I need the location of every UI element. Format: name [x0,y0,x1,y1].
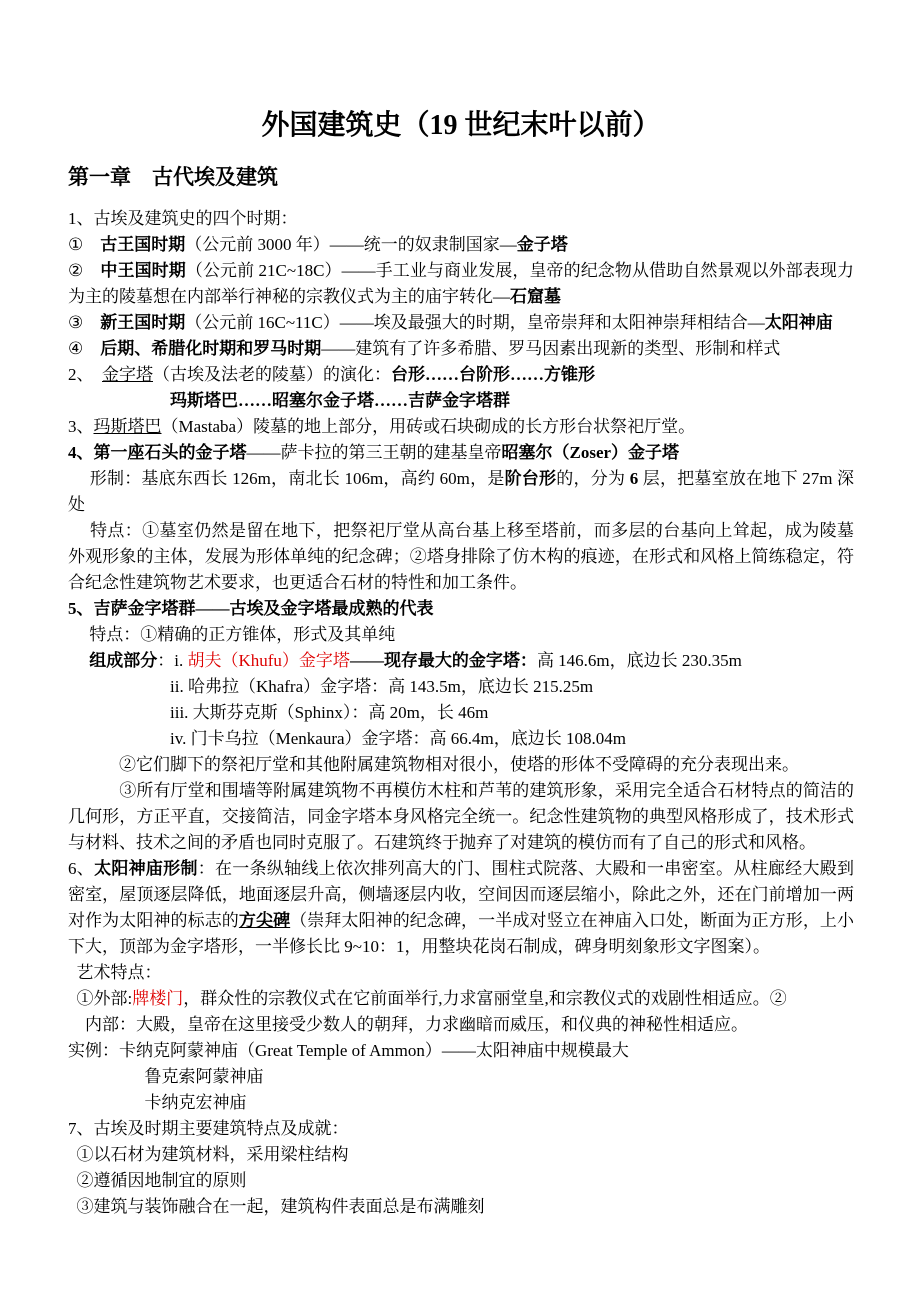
text-run: 石窟墓 [510,286,561,306]
text-run: 6 [629,468,639,488]
text-run: 古王国时期 [100,234,186,254]
text-run: 3、 [68,416,94,436]
text-run: 特点：①墓室仍然是留在地下，把祭祀厅堂从高台基上移至塔前，而多层的台基向上耸起，成为陵墓外观形象的主体，发展为形体单纯的纪念碑；②塔身排除了仿木构的痕迹，在形式和风格上简练稳定，符合纪念性建筑物艺术要求，也更适合石材的特性和加工条件。 [68,520,854,592]
text-run: 鲁克索阿蒙神庙 [68,1066,264,1086]
text-run: ①外部: [68,988,133,1008]
text-run: （崇拜太阳神的纪念碑，一半成对竖立在神庙入口处，断面为正方形，上小下大，顶部为金字塔形，一半修长比 9~10：1，用整块花岗石制成，碑身明刻象形文字图案）。 [68,910,855,956]
paragraph [68,336,854,362]
text-run: 太阳神庙 [764,312,833,332]
document-body [68,206,854,1220]
paragraph [68,622,854,648]
text-run: 7、古埃及时期主要建筑特点及成就： [68,1118,349,1138]
text-run: 6、 [68,858,95,878]
text-run: 金字塔 [102,364,153,384]
text-run [68,651,89,670]
paragraph [68,674,854,700]
paragraph [68,1116,854,1142]
text-run: ②遵循因地制宜的原则 [68,1170,247,1190]
text-run: （Mastaba）陵墓的地上部分，用砖或石块砌成的长方形台状祭祀厅堂。 [161,416,696,436]
paragraph [68,856,854,960]
text-run: 新王国时期 [100,312,186,332]
text-run: 台形……台阶形……方锥形 [391,364,595,384]
paragraph [68,700,854,726]
paragraph [68,960,854,986]
paragraph [68,310,854,336]
chapter-heading: 第一章 古代埃及建筑 [68,165,278,190]
text-run: 后期、希腊化时期和罗马时期 [100,338,322,358]
text-run: （公元前 21C~18C）——手工业与商业发展，皇帝的纪念物从借助自然景观以外部表现力为主的陵墓想在内部举行神秘的宗教仪式为主的庙宇转化— [68,260,855,306]
paragraph [68,986,854,1012]
text-run: 高 146.6m，底边长 230.35m [536,650,742,670]
text-run: 方尖碑 [238,910,291,930]
text-run: 阶台形 [504,468,557,488]
text-run: 5、吉萨金字塔群——古埃及金字塔最成熟的代表 [68,598,434,618]
paragraph [68,518,854,596]
document-title: 外国建筑史（19 世纪末叶以前） [261,110,661,141]
paragraph [68,1142,854,1168]
paragraph [68,1168,854,1194]
paragraph [68,648,854,674]
text-run: （公元前 3000 年）——统一的奴隶制国家— [185,234,517,254]
paragraph [68,440,854,466]
text-run: ③ [68,312,101,332]
paragraph [68,752,854,778]
text-run: ② [68,260,101,280]
paragraph [68,726,854,752]
text-run: 玛斯塔巴……昭塞尔金子塔……吉萨金字塔群 [170,390,510,410]
text-run [68,391,170,410]
text-run: 昭塞尔（Zoser）金子塔 [501,442,680,462]
paragraph [68,232,854,258]
text-run: 胡夫（Khufu）金字塔 [187,650,350,670]
text-run: ——萨卡拉的第三王朝的建基皇帝 [246,442,502,462]
text-run: 金子塔 [516,234,568,254]
text-run: 中王国时期 [100,260,186,280]
paragraph [68,778,854,856]
paragraph [68,1194,854,1220]
paragraph [68,362,854,388]
text-run: iv. 门卡乌拉（Menkaura）金字塔：高 66.4m，底边长 108.04m [68,728,626,748]
text-run: ii. 哈弗拉（Khafra）金字塔：高 143.5m，底边长 215.25m [68,676,594,696]
text-run: 1、古埃及建筑史的四个时期： [68,208,298,228]
text-run: 玛斯塔巴 [93,416,162,436]
text-run: 形制：基底东西长 126m，南北长 106m，高约 60m，是 [68,468,505,488]
text-run: ——建筑有了许多希腊、罗马因素出现新的类型、形制和样式 [321,338,781,358]
paragraph [68,1012,854,1038]
text-run: 艺术特点： [68,962,162,982]
paragraph [68,258,854,310]
text-run: ① [68,234,101,254]
text-run: 2、 [68,364,102,384]
text-run: ③所有厅堂和围墙等附属建筑物不再模仿木柱和芦苇的建筑形象，采用完全适合石材特点的简洁的几何形，方正平直，交接简洁，同金字塔本身风格完全统一。纪念性建筑物的典型风格形成了，技术形式与材料、技术之间的矛盾也同时克服了。石建筑终于抛弃了对建筑的模仿而有了自己的形式和风格。 [68,780,854,852]
paragraph [68,1090,854,1116]
text-run: ③建筑与装饰融合在一起，建筑构件表面总是布满雕刻 [68,1196,485,1216]
paragraph [68,206,854,232]
paragraph [68,1038,854,1064]
text-run: 内部：大殿，皇帝在这里接受少数人的朝拜，力求幽暗而威压，和仪典的神秘性相适应。 [68,1014,748,1034]
text-run: ：i. [157,650,188,670]
paragraph [68,466,854,518]
text-run: 组成部分 [89,650,158,670]
text-run: ②它们脚下的祭祀厅堂和其他附属建筑物相对很小，使塔的形体不受障碍的充分表现出来。 [68,754,799,774]
paragraph [68,1064,854,1090]
text-run: ④ [68,338,101,358]
text-run: （古埃及法老的陵墓）的演化： [153,364,391,384]
text-run: iii. 大斯芬克斯（Sphinx）：高 20m，长 46m [68,702,489,722]
text-run: （公元前 16C~11C）——埃及最强大的时期，皇帝崇拜和太阳神崇拜相结合— [185,312,765,332]
text-run: 4、第一座石头的金子塔 [68,442,247,462]
text-run: ：在一条纵轴线上依次排列高大的门、围柱式院落、大殿和一串密室。从柱廊经大殿到密室，屋顶逐层降低，地面逐层升高，侧墙逐层内收，空间因而逐层缩小，除此之外，还在门前增加一两对作为太阳神的标志的 [68,858,855,930]
text-run: 的，分为 [556,468,630,488]
text-run: 卡纳克宏神庙 [68,1092,247,1112]
text-run: 实例：卡纳克阿蒙神庙（Great Temple of Ammon）——太阳神庙中规模最大 [68,1040,629,1060]
text-run: 层，把墓室放在地下 27m 深处 [68,468,855,514]
text-run: ，群众性的宗教仪式在它前面举行,力求富丽堂皇,和宗教仪式的戏剧性相适应。② [183,988,787,1008]
paragraph [68,388,854,414]
paragraph [68,414,854,440]
paragraph [68,596,854,622]
text-run: ——现存最大的金字塔： [349,650,537,670]
text-run: 太阳神庙形制 [94,858,198,878]
text-run: ①以石材为建筑材料，采用梁柱结构 [68,1144,349,1164]
text-run: 特点：①精确的正方锥体，形式及其单纯 [68,624,396,644]
text-run: 牌楼门 [132,988,184,1008]
